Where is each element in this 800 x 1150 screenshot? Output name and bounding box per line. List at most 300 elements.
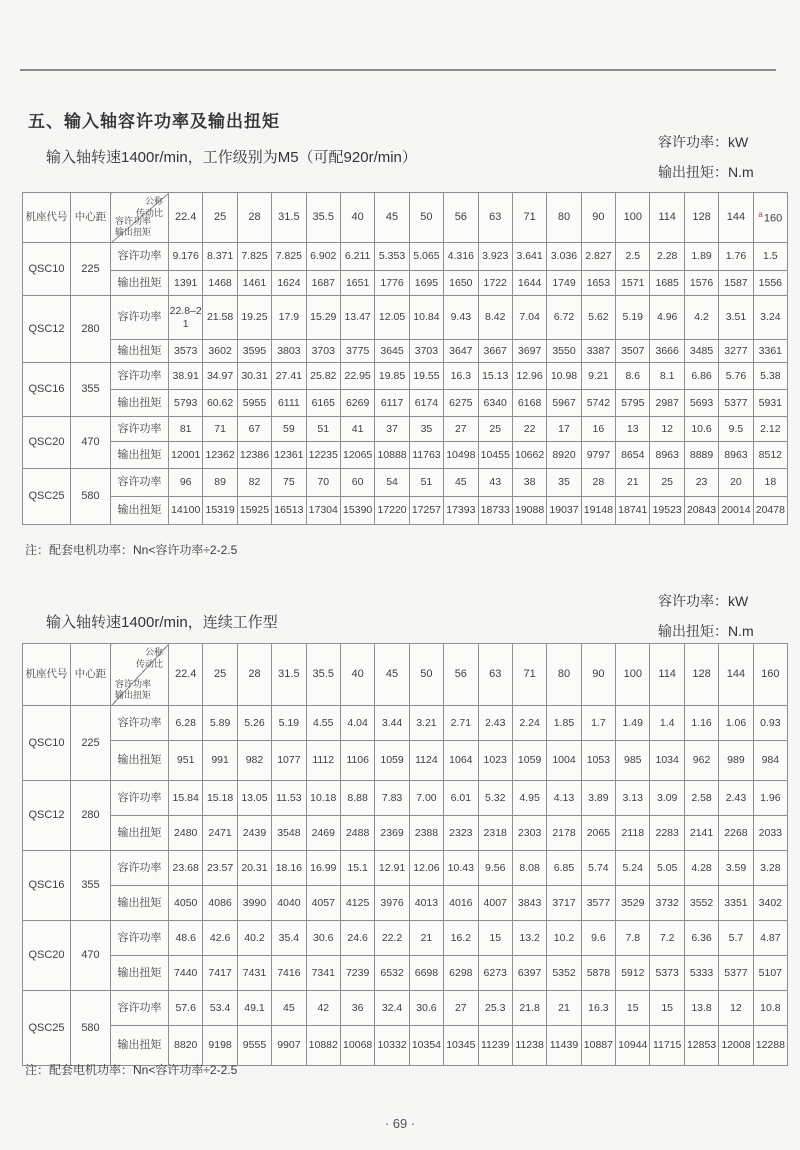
power-value-cell: 34.97: [203, 363, 237, 390]
table1-unit-labels: [658, 127, 776, 187]
ratio-header: 114: [650, 644, 684, 706]
torque-value-cell: 7431: [237, 956, 271, 991]
power-value-cell: 5.065: [409, 243, 443, 271]
torque-value-cell: 1587: [719, 271, 753, 296]
torque-value-cell: 1468: [203, 271, 237, 296]
power-value-cell: 19.25: [237, 296, 271, 340]
power-value-cell: 27: [444, 991, 478, 1026]
power-value-cell: 19.85: [375, 363, 409, 390]
power-value-cell: 10.98: [547, 363, 581, 390]
torque-value-cell: 3645: [375, 340, 409, 363]
torque-value-cell: 4040: [272, 886, 306, 921]
table1-note: 注：配套电机功率：Nn<容许功率÷2-2.5: [25, 543, 238, 557]
ratio-header: 50: [409, 644, 443, 706]
row-label-power: 容许功率: [111, 417, 169, 442]
torque-value-cell: 15925: [237, 497, 271, 525]
power-value-cell: 15.18: [203, 781, 237, 816]
power-value-cell: 7.83: [375, 781, 409, 816]
power-value-cell: 10.2: [547, 921, 581, 956]
model-cell: QSC12: [23, 296, 71, 363]
row-label-power: 容许功率: [111, 296, 169, 340]
torque-value-cell: 1624: [272, 271, 306, 296]
power-value-cell: 67: [237, 417, 271, 442]
torque-value-cell: 2178: [547, 816, 581, 851]
row-label-torque: 输出扭矩: [111, 390, 169, 417]
row-label-power: 容许功率: [111, 469, 169, 497]
torque-value-cell: 10345: [444, 1026, 478, 1066]
power-value-cell: 15.29: [306, 296, 340, 340]
col-header-center: 中心距: [71, 193, 111, 243]
power-value-cell: 8.42: [478, 296, 512, 340]
torque-value-cell: 2268: [719, 816, 753, 851]
power-value-cell: 3.13: [616, 781, 650, 816]
power-value-cell: 4.87: [753, 921, 787, 956]
row-label-power: 容许功率: [111, 706, 169, 741]
torque-value-cell: 3647: [444, 340, 478, 363]
power-value-cell: 9.5: [719, 417, 753, 442]
torque-value-cell: 4050: [169, 886, 203, 921]
power-value-cell: 6.85: [547, 851, 581, 886]
power-value-cell: 10.6: [684, 417, 718, 442]
power-value-cell: 28: [581, 469, 615, 497]
torque-value-cell: 3703: [306, 340, 340, 363]
torque-value-cell: 18733: [478, 497, 512, 525]
torque-value-cell: 2987: [650, 390, 684, 417]
center-distance-cell: 225: [71, 243, 111, 296]
torque-value-cell: 1461: [237, 271, 271, 296]
ratio-header: 50: [409, 193, 443, 243]
power-value-cell: 1.89: [684, 243, 718, 271]
power-value-cell: 3.036: [547, 243, 581, 271]
power-value-cell: 6.28: [169, 706, 203, 741]
torque-value-cell: 3548: [272, 816, 306, 851]
power-value-cell: 3.59: [719, 851, 753, 886]
power-value-cell: 2.827: [581, 243, 615, 271]
ratio-header: 35.5: [306, 644, 340, 706]
torque-value-cell: 8920: [547, 442, 581, 469]
power-value-cell: 1.16: [684, 706, 718, 741]
torque-value-cell: 3550: [547, 340, 581, 363]
power-value-cell: 3.641: [512, 243, 546, 271]
power-value-cell: 24.6: [340, 921, 374, 956]
power-value-cell: 2.43: [478, 706, 512, 741]
power-value-cell: 60: [340, 469, 374, 497]
torque-value-cell: 20014: [719, 497, 753, 525]
power-value-cell: 42.6: [203, 921, 237, 956]
row-label-torque: 输出扭矩: [111, 271, 169, 296]
torque-value-cell: 10332: [375, 1026, 409, 1066]
power-value-cell: 96: [169, 469, 203, 497]
power-value-cell: 70: [306, 469, 340, 497]
diag-top-label: 公称 传动比: [135, 196, 163, 218]
data-grid: [22, 643, 788, 1066]
torque-value-cell: 1571: [616, 271, 650, 296]
power-value-cell: 19.55: [409, 363, 443, 390]
power-value-cell: 1.76: [719, 243, 753, 271]
torque-value-cell: 19523: [650, 497, 684, 525]
power-value-cell: 10.18: [306, 781, 340, 816]
ratio-header: 90: [581, 193, 615, 243]
torque-value-cell: 12001: [169, 442, 203, 469]
ratio-header: 45: [375, 193, 409, 243]
power-value-cell: 8.371: [203, 243, 237, 271]
torque-value-cell: 5373: [650, 956, 684, 991]
torque-value-cell: 1776: [375, 271, 409, 296]
torque-value-cell: 2283: [650, 816, 684, 851]
torque-value-cell: 4086: [203, 886, 237, 921]
table2-subtitle: 输入轴转速1400r/min，连续工作型: [46, 614, 278, 631]
power-value-cell: 2.24: [512, 706, 546, 741]
power-value-cell: 5.76: [719, 363, 753, 390]
torque-value-cell: 1391: [169, 271, 203, 296]
torque-value-cell: 11763: [409, 442, 443, 469]
torque-value-cell: 19148: [581, 497, 615, 525]
power-value-cell: 12.96: [512, 363, 546, 390]
power-value-cell: 53.4: [203, 991, 237, 1026]
torque-value-cell: 12235: [306, 442, 340, 469]
power-value-cell: 9.21: [581, 363, 615, 390]
torque-value-cell: 5795: [616, 390, 650, 417]
ratio-header: 28: [237, 644, 271, 706]
power-value-cell: 18: [753, 469, 787, 497]
power-value-cell: 13: [616, 417, 650, 442]
power-value-cell: 6.36: [684, 921, 718, 956]
power-value-cell: 41: [340, 417, 374, 442]
torque-value-cell: 3485: [684, 340, 718, 363]
model-cell: QSC25: [23, 469, 71, 525]
torque-value-cell: 10882: [306, 1026, 340, 1066]
power-value-cell: 6.86: [684, 363, 718, 390]
torque-value-cell: 17393: [444, 497, 478, 525]
torque-value-cell: 2141: [684, 816, 718, 851]
torque-value-cell: 2303: [512, 816, 546, 851]
torque-value-cell: 9198: [203, 1026, 237, 1066]
diag-bottom-label: 容许功率 输出扭矩: [115, 215, 152, 238]
row-label-power: 容许功率: [111, 921, 169, 956]
power-value-cell: 21: [409, 921, 443, 956]
torque-value-cell: 12853: [684, 1026, 718, 1066]
torque-value-cell: 5878: [581, 956, 615, 991]
power-value-cell: 23.68: [169, 851, 203, 886]
power-value-cell: 22.2: [375, 921, 409, 956]
center-distance-cell: 225: [71, 706, 111, 781]
torque-value-cell: 60.62: [203, 390, 237, 417]
power-value-cell: 5.89: [203, 706, 237, 741]
power-value-cell: 45: [444, 469, 478, 497]
power-value-cell: 42: [306, 991, 340, 1026]
torque-value-cell: 3732: [650, 886, 684, 921]
torque-value-cell: 5352: [547, 956, 581, 991]
torque-value-cell: 4057: [306, 886, 340, 921]
torque-value-cell: 1685: [650, 271, 684, 296]
power-value-cell: 0.93: [753, 706, 787, 741]
torque-value-cell: 8963: [650, 442, 684, 469]
col-header-diagonal: [111, 193, 169, 243]
ratio-header: 71: [512, 193, 546, 243]
torque-value-cell: 3577: [581, 886, 615, 921]
torque-value-cell: 8654: [616, 442, 650, 469]
col-header-model: 机座代号: [23, 644, 71, 706]
torque-value-cell: 1059: [512, 741, 546, 781]
torque-value-cell: 16513: [272, 497, 306, 525]
ratio-header: 40: [340, 644, 374, 706]
power-value-cell: 43: [478, 469, 512, 497]
ratio-header: 22.4: [169, 193, 203, 243]
torque-value-cell: 989: [719, 741, 753, 781]
ratio-header: 80: [547, 193, 581, 243]
ratio-header: 71: [512, 644, 546, 706]
torque-value-cell: 5742: [581, 390, 615, 417]
power-value-cell: 12: [650, 417, 684, 442]
ratio-header: 144: [719, 644, 753, 706]
col-header-model: 机座代号: [23, 193, 71, 243]
row-label-torque: 输出扭矩: [111, 442, 169, 469]
ratio-header: 22.4: [169, 644, 203, 706]
center-distance-cell: 355: [71, 363, 111, 417]
torque-value-cell: 8963: [719, 442, 753, 469]
torque-value-cell: 1023: [478, 741, 512, 781]
torque-value-cell: 10662: [512, 442, 546, 469]
power-value-cell: 3.923: [478, 243, 512, 271]
power-value-cell: 5.19: [272, 706, 306, 741]
torque-value-cell: 3843: [512, 886, 546, 921]
power-value-cell: 3.21: [409, 706, 443, 741]
power-value-cell: 15.84: [169, 781, 203, 816]
torque-value-cell: 11715: [650, 1026, 684, 1066]
power-value-cell: 15.1: [340, 851, 374, 886]
power-value-cell: 2.58: [684, 781, 718, 816]
torque-value-cell: 2033: [753, 816, 787, 851]
power-value-cell: 13.47: [340, 296, 374, 340]
ratio-header: 25: [203, 644, 237, 706]
power-value-cell: 8.08: [512, 851, 546, 886]
torque-value-cell: 1064: [444, 741, 478, 781]
power-value-cell: 7.825: [237, 243, 271, 271]
power-value-cell: 82: [237, 469, 271, 497]
power-value-cell: 15: [478, 921, 512, 956]
torque-value-cell: 6174: [409, 390, 443, 417]
torque-value-cell: 6111: [272, 390, 306, 417]
model-cell: QSC10: [23, 706, 71, 781]
power-value-cell: 25: [478, 417, 512, 442]
row-label-power: 容许功率: [111, 781, 169, 816]
power-value-cell: 5.62: [581, 296, 615, 340]
torque-value-cell: 3775: [340, 340, 374, 363]
torque-value-cell: 10068: [340, 1026, 374, 1066]
model-cell: QSC10: [23, 243, 71, 296]
ratio-superscript-mark: a: [758, 209, 763, 219]
torque-value-cell: 3529: [616, 886, 650, 921]
torque-value-cell: 1034: [650, 741, 684, 781]
torque-value-cell: 984: [753, 741, 787, 781]
torque-value-cell: 5107: [753, 956, 787, 991]
power-value-cell: 20: [719, 469, 753, 497]
torque-value-cell: 5377: [719, 390, 753, 417]
torque-value-cell: 1695: [409, 271, 443, 296]
table2-note: 注：配套电机功率：Nn<容许功率÷2-2.5: [25, 1063, 238, 1077]
power-value-cell: 9.56: [478, 851, 512, 886]
torque-value-cell: 962: [684, 741, 718, 781]
model-cell: QSC20: [23, 921, 71, 991]
unit-torque-label: 输出扭矩：N.m: [658, 623, 754, 639]
torque-value-cell: 3976: [375, 886, 409, 921]
row-label-torque: 输出扭矩: [111, 816, 169, 851]
torque-value-cell: 6117: [375, 390, 409, 417]
unit-power-label: 容许功率：kW: [658, 593, 749, 609]
power-value-cell: 9.176: [169, 243, 203, 271]
torque-value-cell: 19088: [512, 497, 546, 525]
power-value-cell: 16.99: [306, 851, 340, 886]
torque-value-cell: 5793: [169, 390, 203, 417]
power-value-cell: 9.6: [581, 921, 615, 956]
power-value-cell: 20.31: [237, 851, 271, 886]
power-value-cell: 8.6: [616, 363, 650, 390]
torque-value-cell: 1556: [753, 271, 787, 296]
torque-value-cell: 5333: [684, 956, 718, 991]
torque-value-cell: 12288: [753, 1026, 787, 1066]
torque-value-cell: 3602: [203, 340, 237, 363]
torque-value-cell: 3402: [753, 886, 787, 921]
row-label-power: 容许功率: [111, 851, 169, 886]
torque-value-cell: 1644: [512, 271, 546, 296]
torque-value-cell: 3552: [684, 886, 718, 921]
power-value-cell: 22.8–21: [169, 296, 203, 340]
power-value-cell: 12.91: [375, 851, 409, 886]
torque-value-cell: 1004: [547, 741, 581, 781]
power-value-cell: 25: [650, 469, 684, 497]
power-value-cell: 27.41: [272, 363, 306, 390]
power-value-cell: 16: [581, 417, 615, 442]
power-value-cell: 4.96: [650, 296, 684, 340]
torque-value-cell: 9907: [272, 1026, 306, 1066]
power-value-cell: 81: [169, 417, 203, 442]
ratio-header: 63: [478, 644, 512, 706]
power-value-cell: 6.211: [340, 243, 374, 271]
torque-value-cell: 3697: [512, 340, 546, 363]
page-number: · 69 ·: [384, 1116, 416, 1131]
power-value-cell: 18.16: [272, 851, 306, 886]
torque-value-cell: 10888: [375, 442, 409, 469]
power-value-cell: 5.7: [719, 921, 753, 956]
torque-value-cell: 7440: [169, 956, 203, 991]
ratio-header: 40: [340, 193, 374, 243]
model-cell: QSC12: [23, 781, 71, 851]
table1-subtitle: 输入轴转速1400r/min，工作级别为M5（可配920r/min）: [46, 149, 417, 166]
power-value-cell: 25.82: [306, 363, 340, 390]
torque-value-cell: 3507: [616, 340, 650, 363]
torque-value-cell: 5967: [547, 390, 581, 417]
page-top-rule: [20, 69, 776, 71]
torque-value-cell: 17304: [306, 497, 340, 525]
ratio-header: 80: [547, 644, 581, 706]
row-label-power: 容许功率: [111, 363, 169, 390]
power-value-cell: 12.06: [409, 851, 443, 886]
torque-value-cell: 991: [203, 741, 237, 781]
power-value-cell: 17: [547, 417, 581, 442]
center-distance-cell: 280: [71, 781, 111, 851]
torque-value-cell: 12362: [203, 442, 237, 469]
torque-value-cell: 2323: [444, 816, 478, 851]
power-value-cell: 10.84: [409, 296, 443, 340]
ratio-header: 56: [444, 193, 478, 243]
power-value-cell: 3.89: [581, 781, 615, 816]
power-value-cell: 35: [547, 469, 581, 497]
torque-value-cell: 951: [169, 741, 203, 781]
power-value-cell: 15: [616, 991, 650, 1026]
center-distance-cell: 470: [71, 921, 111, 991]
center-distance-cell: 355: [71, 851, 111, 921]
power-value-cell: 5.05: [650, 851, 684, 886]
power-value-cell: 8.88: [340, 781, 374, 816]
torque-value-cell: 11238: [512, 1026, 546, 1066]
power-value-cell: 25.3: [478, 991, 512, 1026]
row-label-torque: 输出扭矩: [111, 497, 169, 525]
power-value-cell: 12: [719, 991, 753, 1026]
ratio-header: 114: [650, 193, 684, 243]
power-value-cell: 4.55: [306, 706, 340, 741]
torque-value-cell: 14100: [169, 497, 203, 525]
power-value-cell: 30.6: [306, 921, 340, 956]
torque-value-cell: 6273: [478, 956, 512, 991]
power-value-cell: 3.09: [650, 781, 684, 816]
power-value-cell: 4.28: [684, 851, 718, 886]
row-label-torque: 输出扭矩: [111, 1026, 169, 1066]
row-label-power: 容许功率: [111, 991, 169, 1026]
power-value-cell: 5.38: [753, 363, 787, 390]
torque-value-cell: 1650: [444, 271, 478, 296]
torque-value-cell: 5955: [237, 390, 271, 417]
torque-value-cell: 11239: [478, 1026, 512, 1066]
torque-value-cell: 4013: [409, 886, 443, 921]
torque-value-cell: 3990: [237, 886, 271, 921]
power-torque-table-m5: [22, 192, 788, 525]
torque-value-cell: 2439: [237, 816, 271, 851]
torque-value-cell: 2388: [409, 816, 443, 851]
torque-value-cell: 17220: [375, 497, 409, 525]
torque-value-cell: 1112: [306, 741, 340, 781]
ratio-header: 144: [719, 193, 753, 243]
torque-value-cell: 2471: [203, 816, 237, 851]
torque-value-cell: 17257: [409, 497, 443, 525]
power-value-cell: 5.74: [581, 851, 615, 886]
power-value-cell: 6.01: [444, 781, 478, 816]
power-value-cell: 7.8: [616, 921, 650, 956]
torque-value-cell: 6698: [409, 956, 443, 991]
power-value-cell: 10.43: [444, 851, 478, 886]
power-torque-table-continuous: [22, 643, 788, 1066]
torque-value-cell: 8820: [169, 1026, 203, 1066]
power-value-cell: 7.00: [409, 781, 443, 816]
row-label-power: 容许功率: [111, 243, 169, 271]
power-value-cell: 32.4: [375, 991, 409, 1026]
center-distance-cell: 580: [71, 991, 111, 1066]
torque-value-cell: 2469: [306, 816, 340, 851]
torque-value-cell: 12361: [272, 442, 306, 469]
col-header-center: 中心距: [71, 644, 111, 706]
torque-value-cell: 12386: [237, 442, 271, 469]
torque-value-cell: 9555: [237, 1026, 271, 1066]
ratio-header: 160: [753, 644, 787, 706]
torque-value-cell: 3717: [547, 886, 581, 921]
torque-value-cell: 1576: [684, 271, 718, 296]
row-label-torque: 输出扭矩: [111, 340, 169, 363]
torque-value-cell: 1651: [340, 271, 374, 296]
power-value-cell: 4.04: [340, 706, 374, 741]
power-value-cell: 16.3: [581, 991, 615, 1026]
torque-value-cell: 5912: [616, 956, 650, 991]
ratio-header: $^a$160: [753, 193, 787, 243]
torque-value-cell: 3803: [272, 340, 306, 363]
